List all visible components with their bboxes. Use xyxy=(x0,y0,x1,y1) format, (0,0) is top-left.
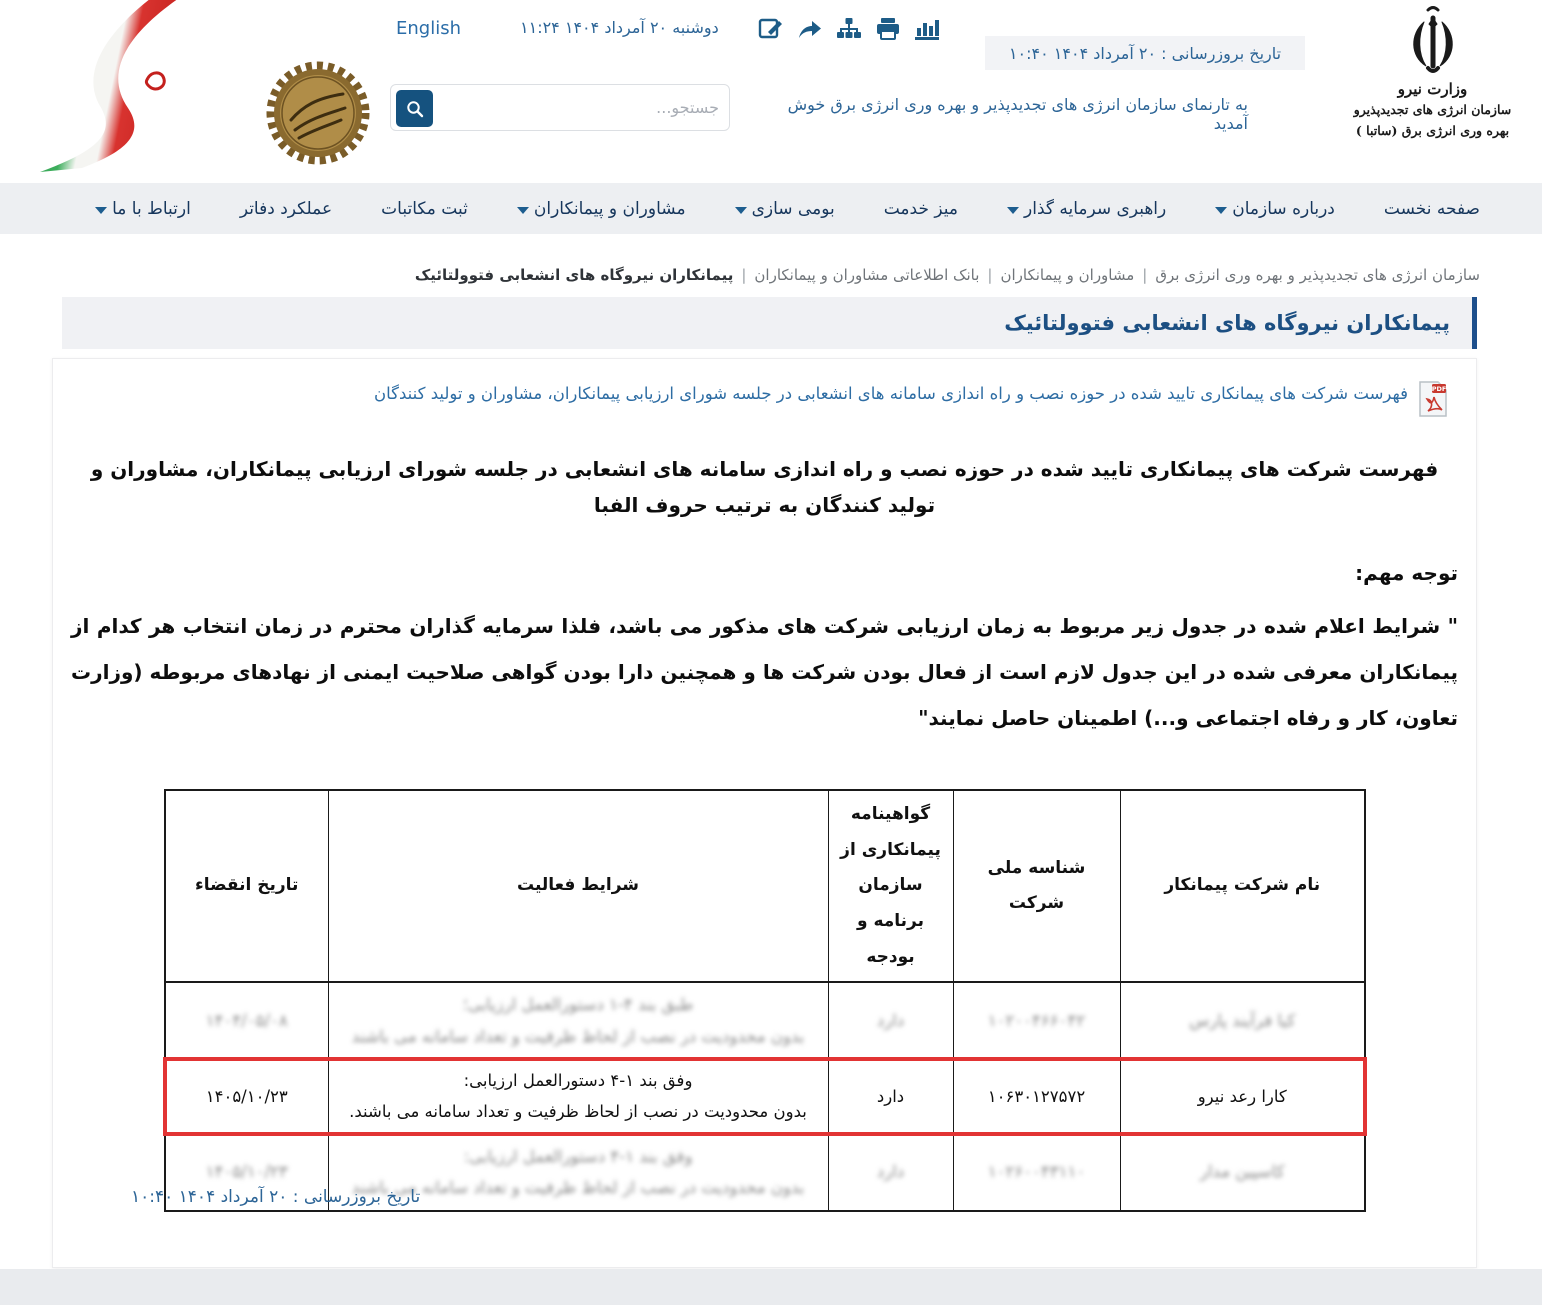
footer-update-date: تاریخ بروزرسانی : ۲۰ آمرداد ۱۴۰۴ ۱۰:۴۰ xyxy=(131,1187,421,1207)
chevron-down-icon xyxy=(735,207,747,214)
satba-logo[interactable] xyxy=(1340,4,1525,176)
breadcrumb-item[interactable]: مشاوران و پیمانکاران xyxy=(1000,266,1135,284)
nav-item-about[interactable]: درباره سازمان xyxy=(1215,199,1335,219)
cell-activity-conditions xyxy=(328,982,828,1058)
production-investment-seal xyxy=(265,58,371,168)
search-icon xyxy=(406,100,424,118)
col-certificate: گواهینامه پیمانکاری از سازمان برنامه و بودجه xyxy=(828,790,953,982)
cell-national-id: ۱۰۶۳۰۱۲۷۵۷۲ xyxy=(953,1059,1120,1135)
contractors-table xyxy=(164,789,1366,1212)
important-note-text: " شرایط اعلام شده در جدول زیر مربوط به زمان ارزیابی شرکت های مذکور می باشد، فلذا سرمایه گذاران محترم در زمان انتخاب هر کدام از پیمانکاران معرفی شده در این جدول لازم است از فعال بودن شرکت ها و همچنین دارا بودن گواهی صلاحیت ایمنی از نهادهای مربوطه (وزارت تعاون، کار و رفاه اجتماعی و...) اطمینان حاصل نمایند" xyxy=(71,614,1458,730)
welcome-text: به تارنمای سازمان انرژی های تجدیدپذیر و بهره وری انرژی برق خوش آمدید xyxy=(787,95,1248,133)
cell-expiry-date: ۱۴۰۴/۰۵/۰۸ xyxy=(165,982,328,1058)
table-header-row xyxy=(165,790,1365,982)
top-header xyxy=(0,0,1542,183)
pdf-download-link[interactable]: فهرست شرکت های پیمانکاری تایید شده در حوزه نصب و راه اندازی سامانه های انشعابی در جلسه شورای ارزیابی پیمانکاران، مشاوران و تولید کنندگان xyxy=(373,384,1408,403)
header-quick-icons xyxy=(758,16,940,42)
iran-flag-ribbon-image xyxy=(30,0,260,172)
conditions-line1: وفق بند ۱-۴ دستورالعمل ارزیابی: xyxy=(463,1071,693,1091)
cell-activity-conditions xyxy=(328,1059,828,1135)
nav-item-correspondence[interactable]: ثبت مکاتبات xyxy=(381,198,468,219)
cell-national-id: ۱۰۲۰۰۴۶۶۰۴۲ xyxy=(953,982,1120,1058)
chevron-down-icon xyxy=(1215,207,1227,214)
content-card xyxy=(52,358,1477,1268)
breadcrumb xyxy=(62,258,1480,292)
page-title-bar xyxy=(62,297,1477,349)
important-note-label: توجه مهم: xyxy=(1355,561,1458,585)
logo-line-ministry: وزارت نیرو xyxy=(1397,80,1468,98)
cell-contractor-name: کارا رعد نیرو xyxy=(1120,1059,1365,1135)
breadcrumb-separator: | xyxy=(741,266,747,284)
header-datetime: دوشنبه ۲۰ آمرداد ۱۴۰۴ ۱۱:۲۴ xyxy=(520,18,719,37)
chevron-down-icon xyxy=(1007,207,1019,214)
search-box xyxy=(390,84,730,131)
page-bottom-strip xyxy=(0,1269,1542,1305)
list-heading: فهرست شرکت های پیمانکاری تایید شده در حوزه نصب و راه اندازی سامانه های انشعابی در جلسه شورای ارزیابی پیمانکاران، مشاوران و تولید کنندگان به ترتیب حروف الفبا xyxy=(90,457,1439,517)
logo-line-satba: بهره وری انرژی برق (ساتبا ) xyxy=(1355,123,1510,138)
print-icon[interactable] xyxy=(875,16,901,42)
nav-item-localization[interactable]: بومی سازی xyxy=(735,199,835,219)
breadcrumb-separator: | xyxy=(987,266,993,284)
logo-line-organization: سازمان انرژی های تجدیدپذیرو xyxy=(1353,102,1512,117)
col-activity-conditions: شرایط فعالیت xyxy=(328,790,828,982)
cell-contractor-name: کیا فرآیند پارس xyxy=(1120,982,1365,1058)
pdf-link-row xyxy=(53,359,1476,417)
nav-item-contact-us[interactable]: ارتباط با ما xyxy=(95,199,191,219)
contractors-table-wrap xyxy=(168,789,1366,1212)
col-contractor-name: نام شرکت پیمانکار xyxy=(1120,790,1365,982)
header-update-date: تاریخ بروزرسانی : ۲۰ آمرداد ۱۴۰۴ ۱۰:۴۰ xyxy=(985,36,1305,70)
nav-item-home[interactable]: صفحه نخست xyxy=(1383,198,1480,219)
cell-expiry-date: ۱۴۰۵/۱۰/۲۳ xyxy=(165,1059,328,1135)
chevron-down-icon xyxy=(517,207,529,214)
nav-item-investor-guidance[interactable]: راهبری سرمایه گذار xyxy=(1007,199,1166,219)
sitemap-icon[interactable] xyxy=(836,16,862,42)
breadcrumb-item[interactable]: سازمان انرژی های تجدیدپذیر و بهره وری انرژی برق xyxy=(1155,266,1480,284)
breadcrumb-separator: | xyxy=(1142,266,1148,284)
main-navigation xyxy=(0,183,1542,234)
cell-contractor-name: کاسپین مدار xyxy=(1120,1134,1365,1210)
breadcrumb-item[interactable]: بانک اطلاعاتی مشاوران و پیمانکاران xyxy=(754,266,980,284)
nav-item-consultants-contractors[interactable]: مشاوران و پیمانکاران xyxy=(517,199,686,219)
stats-icon[interactable] xyxy=(914,16,940,42)
svg-text:PDF: PDF xyxy=(1431,385,1447,393)
col-national-id: شناسه ملی شرکت xyxy=(953,790,1120,982)
edit-icon[interactable] xyxy=(758,16,784,42)
nav-item-office-performance[interactable]: عملکرد دفاتر xyxy=(239,198,333,219)
conditions-line2: بدون محدودیت در نصب از لحاظ ظرفیت و تعداد سامانه می باشند xyxy=(351,1178,805,1198)
pdf-file-icon[interactable] xyxy=(1418,381,1448,417)
conditions-line2: بدون محدودیت در نصب از لحاظ ظرفیت و تعداد سامانه می باشند xyxy=(351,1026,805,1046)
cell-certificate: دارد xyxy=(828,1134,953,1210)
nav-item-service-desk[interactable]: میز خدمت xyxy=(883,198,958,219)
contractors-table-body xyxy=(165,982,1365,1210)
breadcrumb-current: پیمانکاران نیروگاه های انشعابی فتوولتائیک xyxy=(414,266,734,284)
conditions-line2: بدون محدودیت در نصب از لحاظ ظرفیت و تعداد سامانه می باشند. xyxy=(349,1102,807,1122)
cell-certificate: دارد xyxy=(828,1059,953,1135)
table-row xyxy=(165,1059,1365,1135)
cell-expiry-date: ۱۴۰۵/۱۰/۲۳ xyxy=(165,1134,328,1210)
chevron-down-icon xyxy=(95,207,107,214)
cell-certificate: دارد xyxy=(828,982,953,1058)
iran-emblem-icon xyxy=(1340,4,1525,78)
cell-national-id: ۱۰۲۶۰۰۴۳۱۱۰ xyxy=(953,1134,1120,1210)
page-title: پیمانکاران نیروگاه های انشعابی فتوولتائیک xyxy=(1004,311,1450,335)
conditions-line1: وفق بند ۱-۴ دستورالعمل ارزیابی: xyxy=(463,1146,693,1166)
english-language-link[interactable]: English xyxy=(396,18,461,39)
conditions-line1: طبق بند ۴-۱ دستورالعمل ارزیابی؛ xyxy=(462,995,694,1015)
share-icon[interactable] xyxy=(797,16,823,42)
search-button[interactable] xyxy=(396,90,433,127)
search-input[interactable] xyxy=(449,85,719,130)
col-expiry-date: تاریخ انقضاء xyxy=(165,790,328,982)
table-row xyxy=(165,982,1365,1058)
